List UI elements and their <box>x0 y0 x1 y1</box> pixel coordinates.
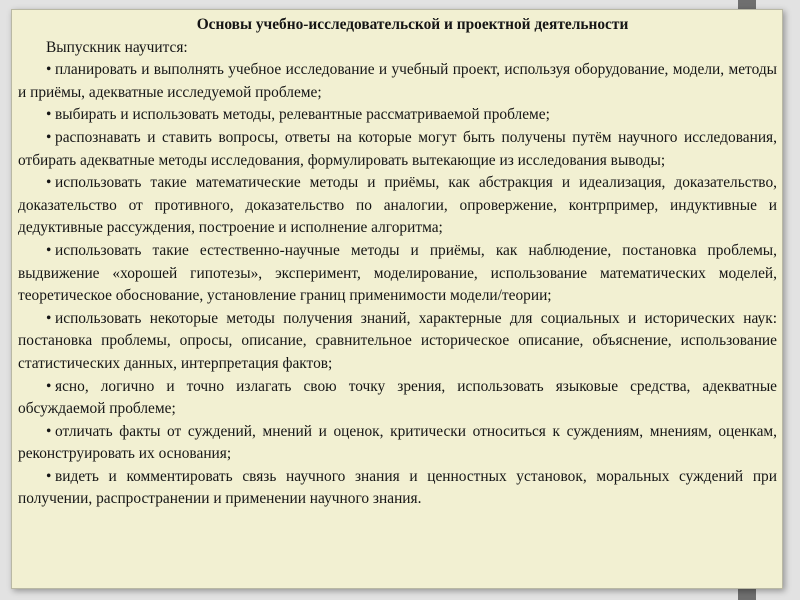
list-item <box>18 104 777 127</box>
list-item <box>18 376 777 421</box>
slide-content <box>18 14 777 511</box>
list-item-text: использовать такие математические методы и приёмы, как абстракция и идеализация, доказательство, доказательство от противного, доказательство по аналогии, опровержение, контрпример, индуктивные и дедуктивные рассуждения, построение и исполнение алгоритма; <box>18 174 777 237</box>
list-item-text: отличать факты от суждений, мнений и оценок, критически относиться к суждениям, мнениям, оценкам, реконструировать их основания; <box>18 422 777 463</box>
bullet-icon: • <box>46 174 52 192</box>
list-item <box>18 59 777 104</box>
list-item <box>18 308 777 376</box>
list-item <box>18 172 777 240</box>
bullet-icon: • <box>46 422 52 440</box>
list-item <box>18 127 777 172</box>
list-item-text: планировать и выполнять учебное исследование и учебный проект, используя оборудование, модели, методы и приёмы, адекватные исследуемой проблеме; <box>18 61 777 101</box>
bullet-icon: • <box>46 61 52 79</box>
slide <box>11 9 783 589</box>
intro-text: Выпускник научится: <box>46 38 188 56</box>
list-item <box>18 466 777 511</box>
list-item-text: использовать некоторые методы получения знаний, характерные для социальных и исторических наук: постановка проблемы, опросы, описание, сравнительное историческое описание, объяснение, использование статистических данных, интерпретация фактов; <box>18 309 777 372</box>
list-item <box>18 421 777 466</box>
slide-title: Основы учебно-исследовательской и проектной деятельности <box>196 16 629 33</box>
list-item-text: ясно, логично и точно излагать свою точку зрения, использовать языковые средства, адекватные обсуждаемой проблеме; <box>18 377 777 418</box>
bullet-icon: • <box>46 309 52 327</box>
bullet-icon: • <box>46 377 52 395</box>
bullet-icon: • <box>46 467 52 485</box>
list-item-text: выбирать и использовать методы, релевантные рассматриваемой проблеме; <box>55 106 550 124</box>
list-item <box>18 240 777 308</box>
list-item-text: распознавать и ставить вопросы, ответы на которые могут быть получены путём научного исследования, отбирать адекватные методы исследования, формулировать вытекающие из исследования выводы; <box>18 128 777 169</box>
bullet-icon: • <box>46 106 52 124</box>
list-item-text: использовать такие естественно-научные методы и приёмы, как наблюдение, постановка проблемы, выдвижение «хорошей гипотезы», эксперимент, моделирование, использование математических моделей, теоретическое обоснование, установление границ применимости модели/теории; <box>18 241 777 305</box>
list-item-text: видеть и комментировать связь научного знания и ценностных установок, моральных суждений при получении, распространении и применении научного знания. <box>18 467 777 508</box>
bullet-icon: • <box>46 241 52 259</box>
bullet-icon: • <box>46 128 52 146</box>
